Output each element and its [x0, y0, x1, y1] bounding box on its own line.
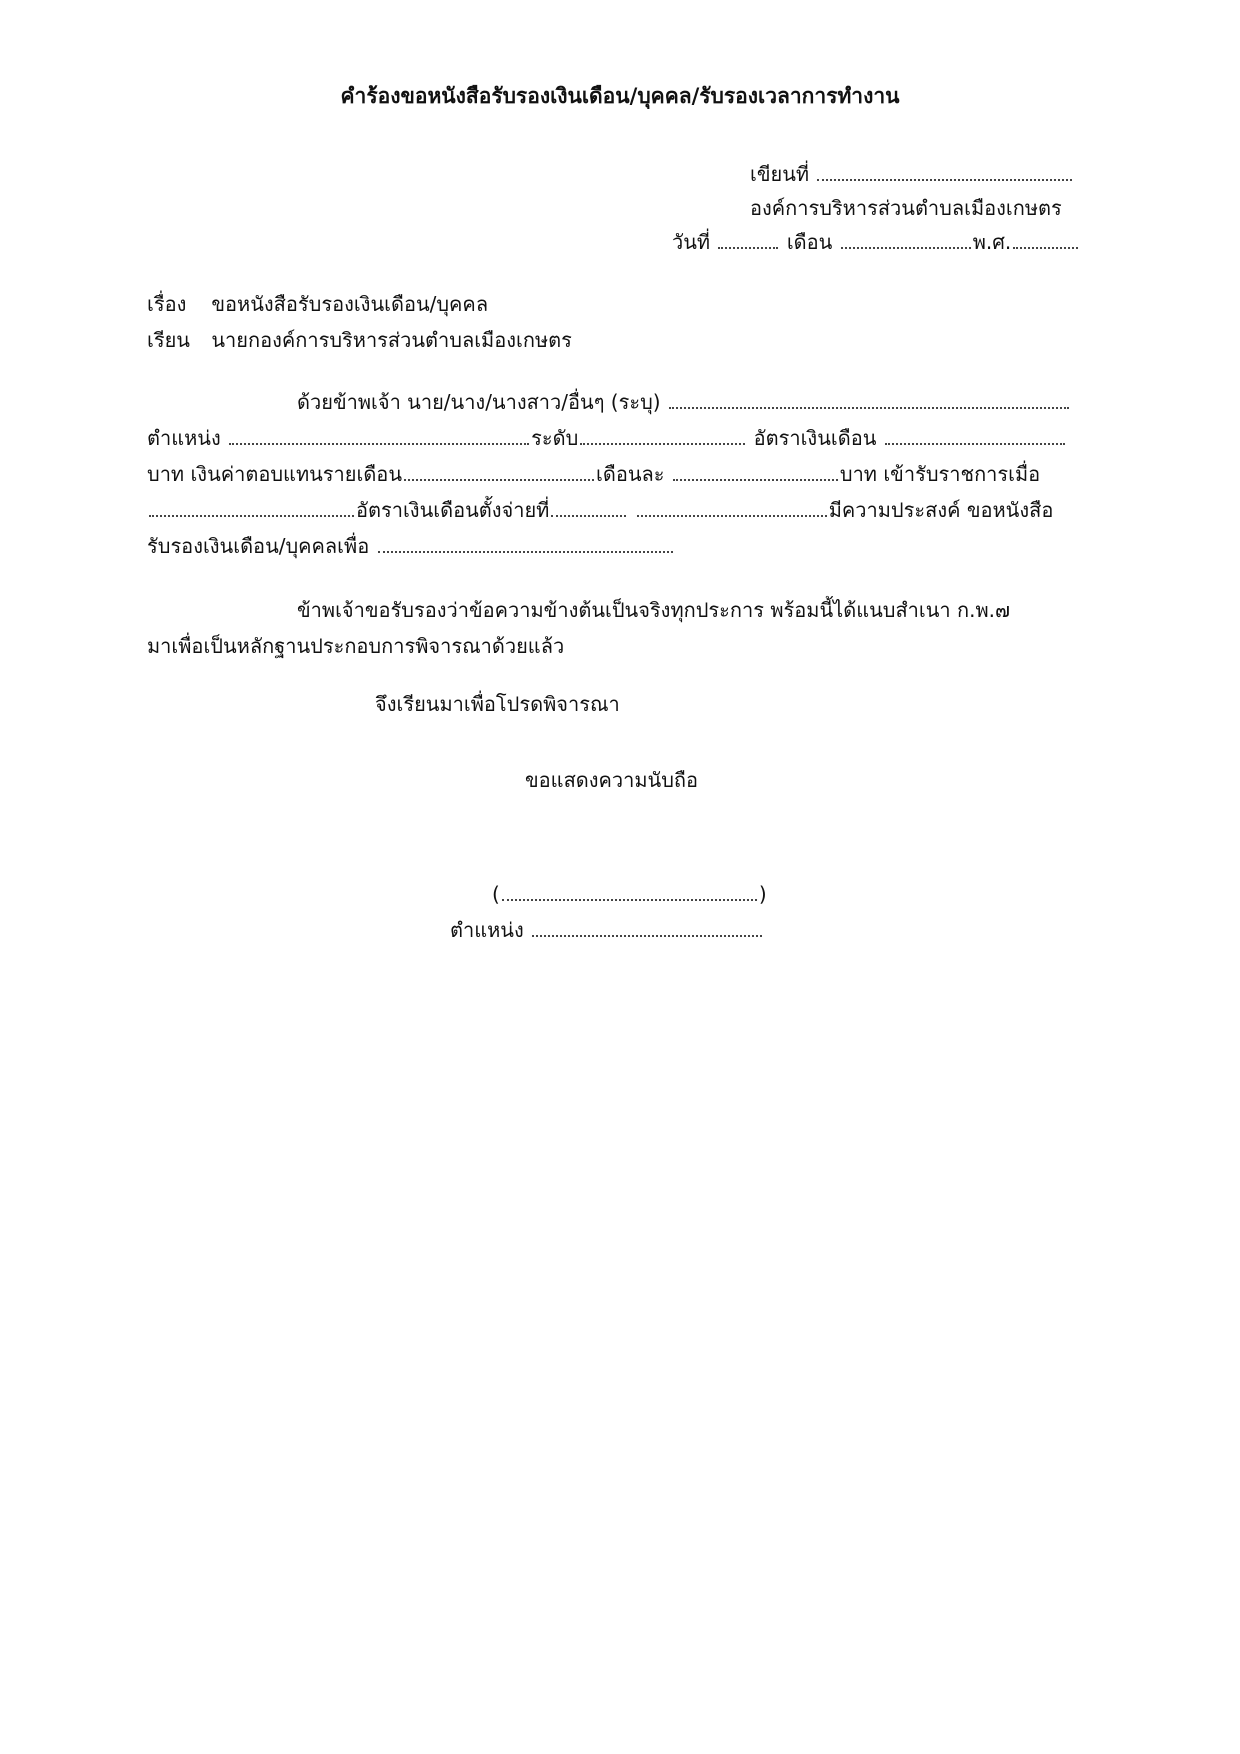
date-label: วันที่: [672, 230, 711, 254]
position-label: ตำแหน่ง: [147, 426, 221, 450]
level-label: ระดับ: [531, 426, 579, 450]
signature-position-row: [450, 916, 764, 944]
month-field[interactable]: [841, 229, 971, 249]
written-at-label: เขียนที่: [750, 162, 810, 186]
applicant-name-field[interactable]: [669, 389, 1069, 409]
level-field[interactable]: [580, 425, 745, 445]
subject-row: [147, 290, 488, 318]
baht-label: บาท: [147, 462, 185, 486]
position-field[interactable]: [229, 425, 529, 445]
month-label: เดือน: [786, 230, 833, 254]
starting-salary-field[interactable]: [551, 497, 626, 517]
p1-line5: [147, 532, 675, 560]
to-text: นายกองค์การบริหารส่วนตำบลเมืองเกษตร: [211, 328, 572, 352]
purpose-label: รับรองเงินเดือน/บุคคลเพื่อ: [147, 534, 370, 558]
p2-line1: ข้าพเจ้าขอรับรองว่าข้อความข้างต้นเป็นจริงทุกประการ พร้อมนี้ได้แนบสำเนา ก.พ.๗: [297, 598, 1011, 622]
monthly-comp-field[interactable]: [404, 461, 594, 481]
per-month-label: เดือนละ: [596, 462, 665, 486]
closing-text: จึงเรียนมาเพื่อโปรดพิจารณา: [375, 692, 620, 716]
purpose-field[interactable]: [378, 533, 673, 553]
open-paren: (: [492, 882, 500, 906]
document-title: คำร้องขอหนังสือรับรองเงินเดือน/บุคคล/รับรองเวลาการทำงาน: [340, 84, 900, 108]
per-month-field[interactable]: [673, 461, 838, 481]
signature-position-label: ตำแหน่ง: [450, 918, 524, 942]
regards-text: ขอแสดงความนับถือ: [525, 768, 699, 792]
p1-intro: ด้วยข้าพเจ้า นาย/นาง/นางสาว/อื่นๆ (ระบุ): [297, 390, 661, 414]
day-field[interactable]: [718, 229, 778, 249]
starting-salary-extra-field[interactable]: [637, 497, 827, 517]
intent-label: มีความประสงค์ ขอหนังสือ: [828, 498, 1054, 522]
subject-label: เรื่อง: [147, 292, 187, 316]
salary-rate-label: อัตราเงินเดือน: [753, 426, 877, 450]
written-at-field[interactable]: [817, 161, 1072, 181]
entered-service-field[interactable]: [149, 497, 354, 517]
p1-line2: [147, 424, 1067, 452]
p1-line1: [297, 388, 1071, 416]
p1-line4: [147, 496, 1053, 524]
date-row: [672, 228, 1080, 256]
to-label: เรียน: [147, 328, 190, 352]
p1-line3: [147, 460, 1040, 488]
subject-text: ขอหนังสือรับรองเงินเดือน/บุคคล: [211, 292, 489, 316]
p2-line2: มาเพื่อเป็นหลักฐานประกอบการพิจารณาด้วยแล้ว: [147, 634, 565, 658]
close-paren: ): [758, 882, 767, 906]
signature-position-field[interactable]: [532, 917, 762, 937]
written-at-row: [750, 160, 1074, 188]
signature-name-row: [492, 880, 767, 908]
entered-service-label: เข้ารับราชการเมื่อ: [883, 462, 1041, 486]
monthly-comp-label: เงินค่าตอบแทนรายเดือน: [190, 462, 402, 486]
baht-label-2: บาท: [839, 462, 877, 486]
salary-rate-field[interactable]: [885, 425, 1065, 445]
year-field[interactable]: [1013, 229, 1078, 249]
to-row: [147, 326, 572, 354]
year-label: พ.ศ.: [972, 230, 1012, 254]
starting-salary-label: อัตราเงินเดือนตั้งจ่ายที่: [356, 498, 550, 522]
signature-name-field[interactable]: [502, 881, 757, 901]
organization-name: องค์การบริหารส่วนตำบลเมืองเกษตร: [750, 196, 1062, 220]
